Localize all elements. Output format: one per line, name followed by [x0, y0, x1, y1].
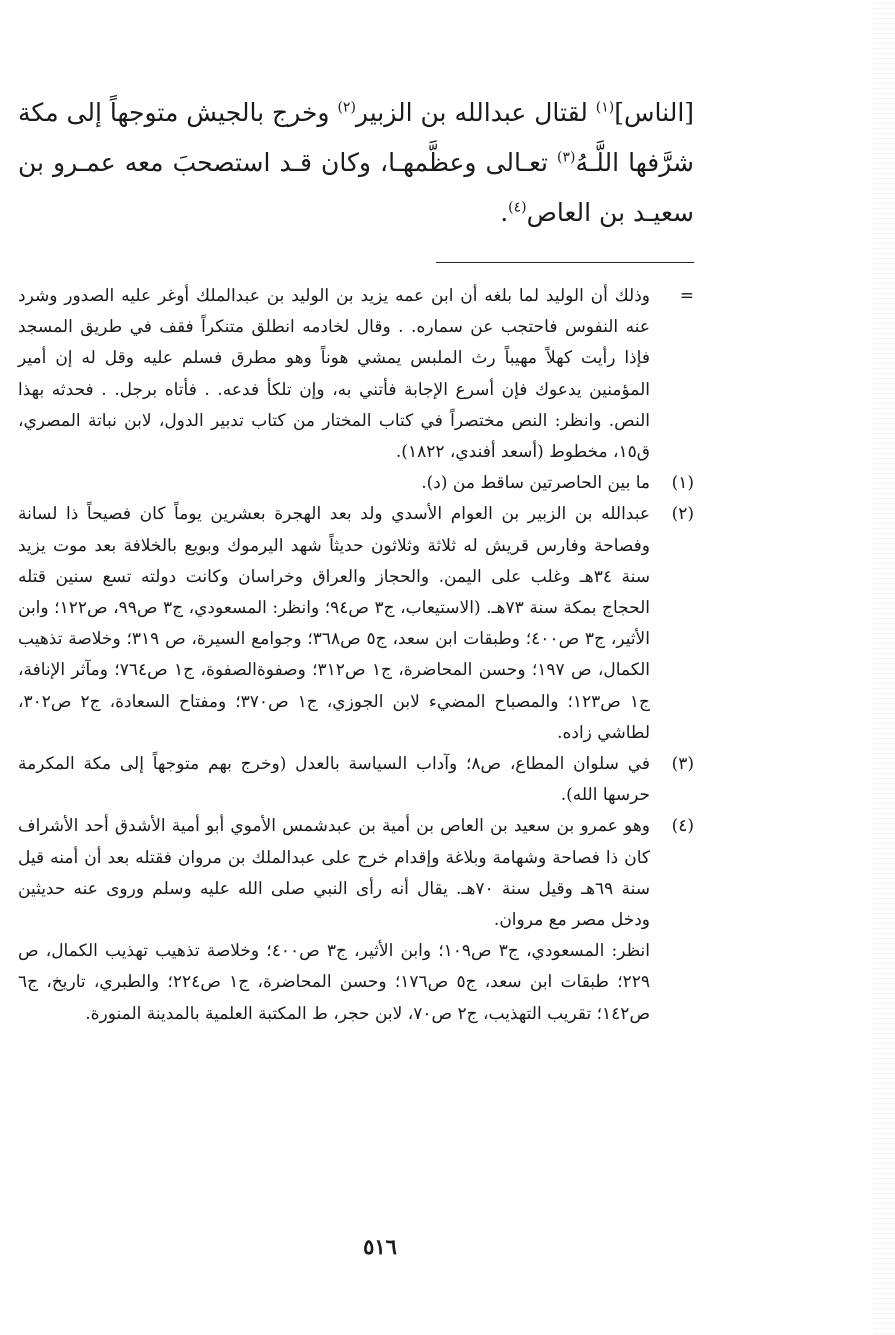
footnote-text: وهو عمرو بن سعيد بن العاص بن أمية بن عبدشمس الأموي أبو أمية الأشدق أحد الأشراف كان ذا فصاحة وشهامة وبلاغة وإقدام خرج على عبدالملك بن مروان فقتله بعد أن أمنه قيل سنة ٦٩هـ وقيل سنة ٧٠هـ. يقال أنه رأى النبي صلى الله عليه وسلم وروى عنه حديثين ودخل مصر مع مروان.: [18, 816, 650, 931]
main-text: [18, 88, 694, 238]
footnote-text: وذلك أن الوليد لما بلغه أن ابن عمه يزيد بن الوليد بن عبدالملك أوغر عليه الصدور وشرد عنه النفوس فاحتجب عن سماره. . وقال لخادمه انطلق متنكراً فقف في طريق المسجد فإذا رأيت كهلاً مهيباً رث الملبس يمشي هوناً وهو مطرق فسلم عليه وقل له إن أمير المؤمنين يدعوك فإن أسرع الإجابة فأتني به، وإن تلكأ فدعه. . فأتاه برجل. . فحدثه بهذا النص. وانظر: النص مختصراً في كتاب المختار من كتاب تدبير الدول، لابن نباتة المصري، ق١٥، مخطوط (أسعد أفندي، ١٨٢٢).: [18, 286, 650, 463]
main-text-segment: وخرج بالجيش متوجهاً إلى مكة شرَّفها اللَّـهُ: [18, 98, 694, 177]
footnote-references: انظر: المسعودي، ج٣ ص١٠٩؛ وابن الأثير، ج٣ ص٤٠٠؛ وخلاصة تذهيب تهذيب الكمال، ص ٢٢٩؛ طبقات ابن سعد، ج٥ ص١٧٦؛ وحسن المحاضرة، ج١ ص٢٢٤؛ والطبري، تاريخ، ج٦ ص١٤٢؛ تقريب التهذيب، ج٢ ص٧٠، لابن حجر، ط المكتبة العلمية بالمدينة المنورة.: [18, 941, 651, 1024]
footnote-separator: [436, 262, 694, 263]
footnote-text: في سلوان المطاع، ص٨؛ وآداب السياسة بالعدل (وخرج بهم متوجهاً إلى مكة المكرمة حرسها الله).: [18, 754, 650, 806]
main-text-segment: تعـالى وعظَّمهـا، وكان قـد استصحبَ معه عمـرو بن سعيـد بن العاص: [18, 148, 694, 227]
footnote-marker: (١): [595, 99, 615, 116]
footnote-number: (٤): [671, 816, 694, 837]
main-text-segment: [الناس]: [614, 98, 695, 127]
footnote-4: [18, 811, 694, 1029]
footnote-2: [18, 499, 694, 749]
footnote-3: [18, 749, 694, 811]
footnote-marker: (٣): [557, 149, 576, 166]
main-text-segment: لقتال عبدالله بن الزبير: [355, 98, 596, 127]
footnote-number: (١): [671, 473, 694, 494]
footnote-marker: (٢): [337, 99, 356, 116]
footnote-continuation: [18, 281, 694, 468]
footnote-marker: (٤): [508, 199, 527, 216]
footnote-text: عبدالله بن الزبير بن العوام الأسدي ولد بعد الهجرة بعشرين يوماً كان فصيحاً ذا لسانة وفصاحة وفارس قريش له ثلاثة وثلاثون حديثاً شهد اليرموك وبويع بالخلافة بعد موت يزيد سنة ٣٤هـ وغلب على اليمن. والحجاز والعراق وخراسان وكانت دولته تسع سنين قتله الحجاج بمكة سنة ٧٣هـ. (الاستيعاب، ج٣ ص٩٤؛ وانظر: المسعودي، ج٣ ص٩٩، ص١٢٢؛ وابن الأثير، ج٣ ص٤٠٠؛ وطبقات ابن سعد، ج٥ ص٣٦٨؛ وجوامع السيرة، ص ٣١٩؛ وخلاصة تذهيب الكمال، ص ١٩٧؛ وحسن المحاضرة، ج١ ص٣١٢؛ وصفوةالصفوة، ج١ ص٧٦٤؛ ومآثر الإنافة، ج١ ص١٢٣؛ والمصباح المضيء لابن الجوزي، ج١ ص٣٧٠؛ ومفتاح السعادة، ج٢ ص٣٠٢، لطاشي زاده.: [18, 504, 651, 743]
main-text-segment: .: [500, 198, 509, 227]
footnote-number: =: [679, 286, 694, 306]
page-number: ٥١٦: [363, 1234, 397, 1259]
footnote-number: (٢): [671, 504, 694, 525]
footnotes: [18, 281, 694, 1030]
footnote-number: (٣): [671, 754, 694, 775]
footnote-text: ما بين الحاصرتين ساقط من (د).: [421, 473, 650, 494]
footnote-1: [18, 468, 694, 499]
scan-edge: [873, 0, 895, 1335]
